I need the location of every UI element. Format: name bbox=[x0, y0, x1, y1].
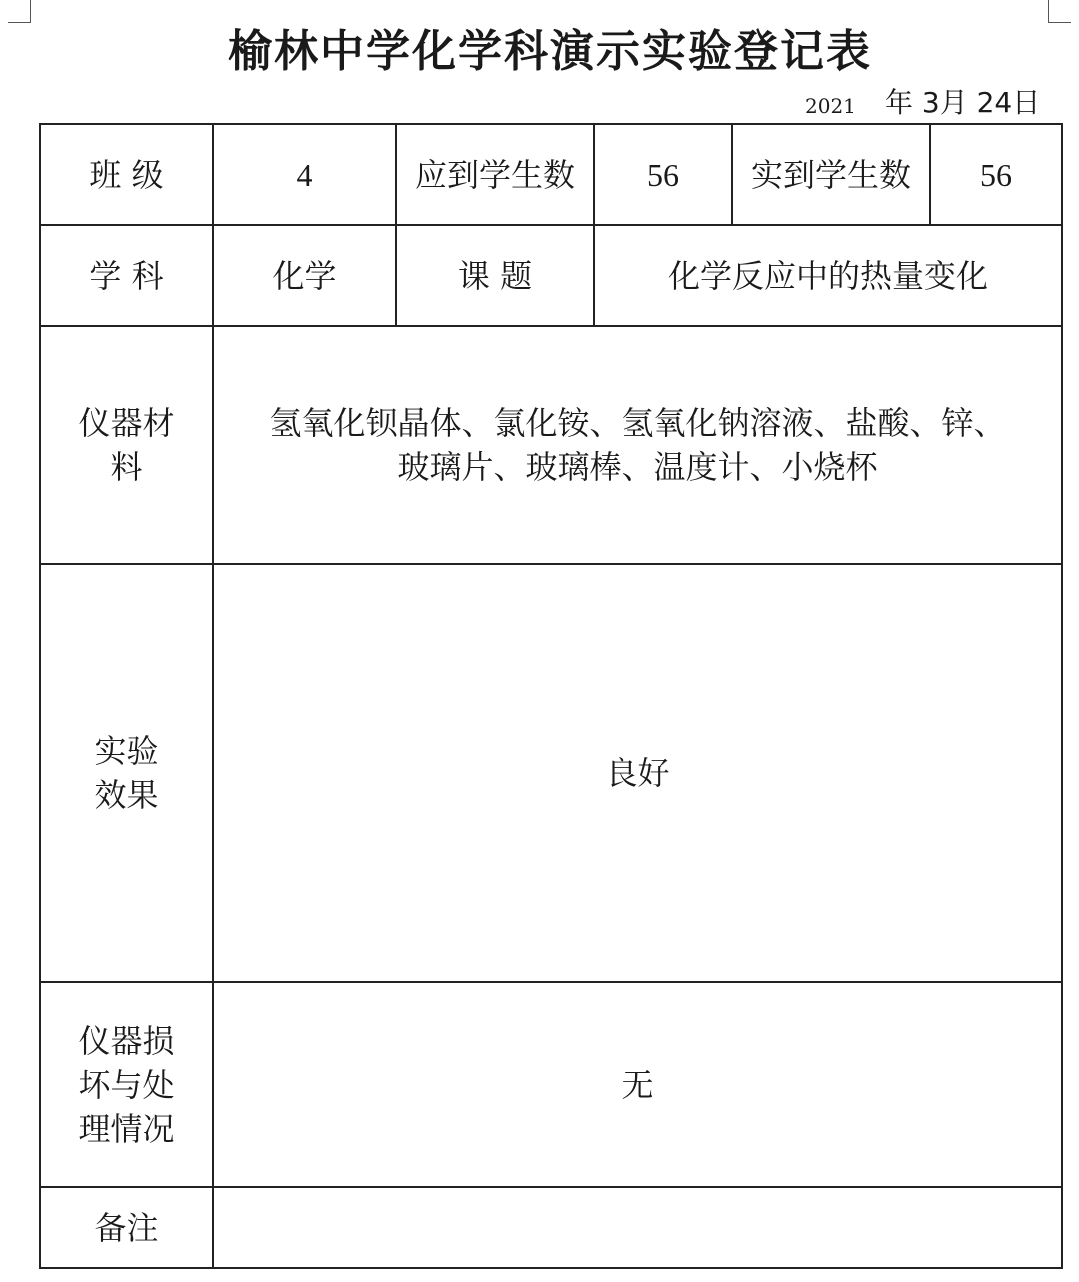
damage-label-cell bbox=[40, 982, 213, 1187]
remarks-label: 备注 bbox=[40, 1187, 213, 1268]
table-row bbox=[40, 326, 1062, 564]
damage-value: 无 bbox=[213, 982, 1062, 1187]
date-month-day: 年 3月 24日 bbox=[885, 86, 1041, 119]
result-label: 实验效果 bbox=[94, 732, 159, 814]
table-row bbox=[40, 124, 1062, 225]
result-value: 良好 bbox=[213, 564, 1062, 982]
class-label: 班 级 bbox=[40, 124, 213, 225]
topic-value: 化学反应中的热量变化 bbox=[594, 225, 1062, 326]
remarks-value[interactable] bbox=[213, 1187, 1062, 1268]
actual-students-label: 实到学生数 bbox=[732, 124, 930, 225]
materials-label: 仪器材料 bbox=[78, 404, 175, 486]
page-title: 榆林中学化学科演示实验登记表 bbox=[228, 26, 872, 77]
expected-students-value: 56 bbox=[594, 124, 732, 225]
table-row bbox=[40, 982, 1062, 1187]
materials-line-1: 氢氧化钡晶体、氯化铵、氢氧化钠溶液、盐酸、锌、 bbox=[269, 404, 1006, 442]
class-value: 4 bbox=[213, 124, 396, 225]
subject-label: 学 科 bbox=[40, 225, 213, 326]
result-label-cell bbox=[40, 564, 213, 982]
table-row bbox=[40, 225, 1062, 326]
page-corner-mark bbox=[1048, 0, 1071, 23]
expected-students-label: 应到学生数 bbox=[396, 124, 594, 225]
damage-label: 仪器损坏与处理情况 bbox=[78, 1021, 175, 1148]
table-row bbox=[40, 1187, 1062, 1268]
topic-label: 课 题 bbox=[396, 225, 594, 326]
materials-label-cell bbox=[40, 326, 213, 564]
subject-value: 化学 bbox=[213, 225, 396, 326]
actual-students-value: 56 bbox=[930, 124, 1062, 225]
table-row bbox=[40, 564, 1062, 982]
materials-line-2: 玻璃片、玻璃棒、温度计、小烧杯 bbox=[397, 448, 878, 486]
page-corner-mark bbox=[8, 0, 31, 23]
materials-value bbox=[213, 326, 1062, 564]
registration-table bbox=[39, 123, 1063, 1269]
date-year: 2021 bbox=[805, 94, 856, 118]
